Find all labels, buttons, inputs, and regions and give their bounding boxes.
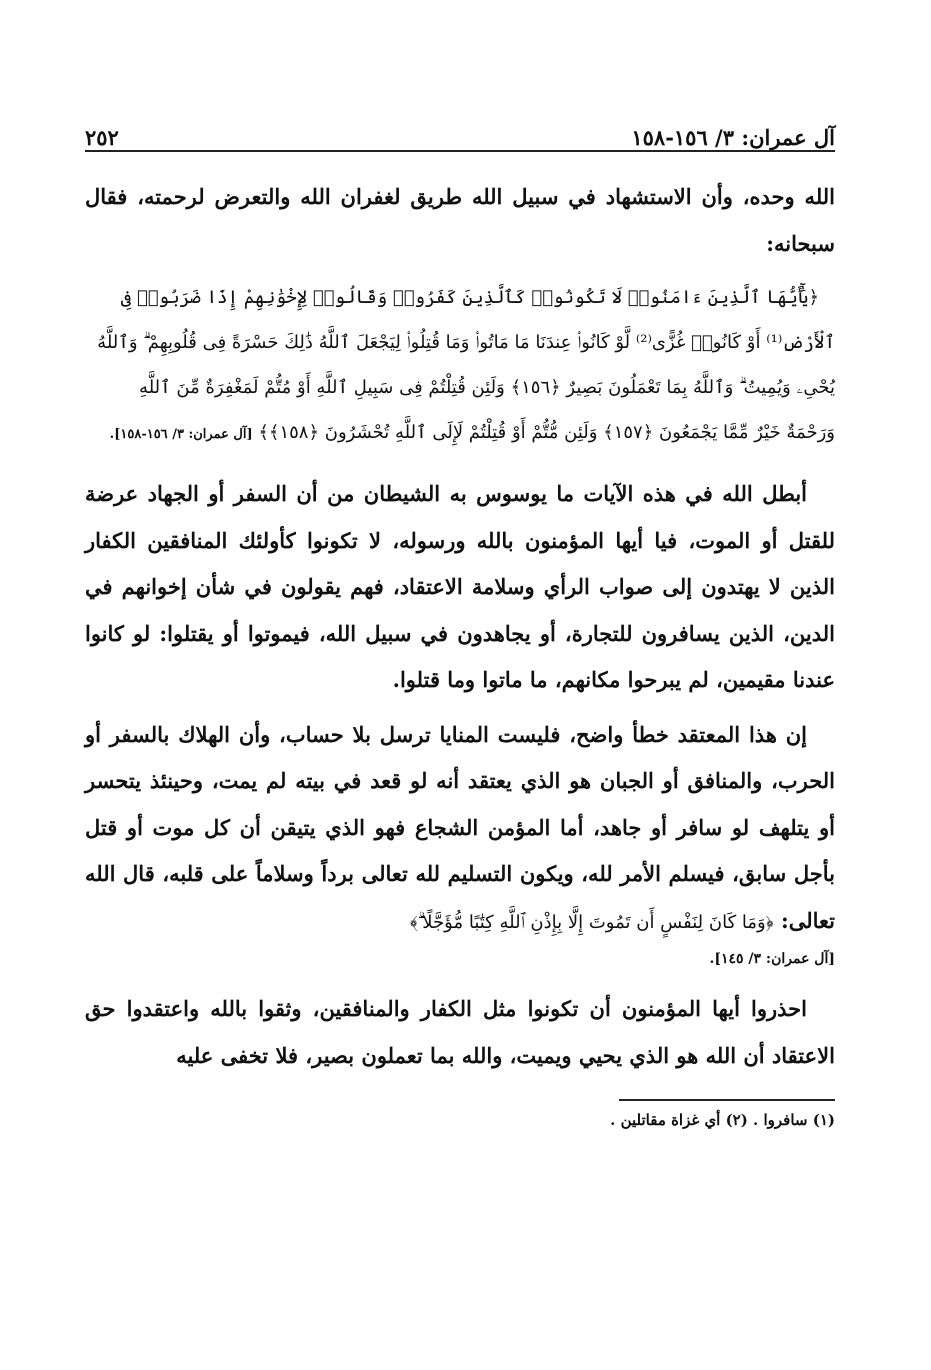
- paragraph-3: احذروا أيها المؤمنون أن تكونوا مثل الكفار والمنافقين، وثقوا بالله واعتقدوا حق الاعتقاد أن الله هو الذي يحيي ويميت، والله بما تعملون بصير، فلا تخفى عليه: [85, 996, 835, 1068]
- page-number: ٢٥٢: [85, 125, 119, 150]
- quran-verse-block: [85, 275, 835, 457]
- paragraph-1: أبطل الله في هذه الآيات ما يوسوس به الشيطان من أن السفر أو الجهاد عرضة للقتل أو الموت، فيا أيها المؤمنون بالله ورسوله، لا تكونوا كأولئك المنافقين الكفار الذين لا يهتدون إلى صواب الرأي وسلامة الاعتقاد، فهم يقولون في شأن إخوانهم في الدين، الذين يسافرون للتجارة، أو يجاهدون في سبيل الله، فيموتوا أو يقتلوا: لو كانوا عندنا مقيمين، لم يبرحوا مكانهم، ما ماتوا وما قتلوا.: [85, 481, 835, 692]
- intro-paragraph: الله وحده، وأن الاستشهاد في سبيل الله طريق لغفران الله والتعرض لرحمته، فقال سبحانه:: [85, 184, 835, 256]
- footnote: (١) سافروا . (٢) أي غزاة مقاتلين .: [610, 1111, 835, 1129]
- inline-quran-quote: ﴿وَمَا كَانَ لِنَفْسٍ أَن تَمُوتَ إِلَّا بِإِذْنِ ٱللَّهِ كِتَٰبًا مُّؤَجَّلًا ۗ﴾: [409, 911, 774, 933]
- verse-reference: [آل عمران: ٣/ ١٥٦-١٥٨].: [109, 427, 253, 442]
- paragraph-2: [85, 712, 835, 947]
- surah-reference: آل عمران: ٣/ ١٥٦-١٥٨: [631, 125, 835, 150]
- inline-quote-reference: [آل عمران: ٣/ ١٤٥].: [709, 951, 835, 967]
- paragraph-2-text: إن هذا المعتقد خطأ واضح، فليست المنايا ترسل بلا حساب، وأن الهلاك بالسفر أو الحرب، والمنافق أو الجبان هو الذي يعتقد أنه لو قعد في بيته لم يمت، وحينئذ يتحسر أو يتلهف لو سافر أو جاهد، أما المؤمن الشجاع فهو الذي يتيقن أن كل موت أو قتل بأجل سابق، فيسلم الأمر لله، ويكون التسليم لله تعالى برداً وسلاماً على قلبه، قال الله تعالى:: [85, 721, 835, 933]
- page-header: [85, 108, 835, 152]
- book-page: [85, 108, 835, 1129]
- footnote-separator: [619, 1099, 835, 1101]
- quran-verses: ﴿يَٰٓأَيُّهَا ٱلَّذِينَ ءَامَنُوا۟ لَا تَكُونُوا۟ كَٱلَّذِينَ كَفَرُوا۟ وَقَالُوا۟ لِإِخْوَٰنِهِمْ إِذَا ضَرَبُوا۟ فِى ٱلْأَرْضِ⁽¹⁾ أَوْ كَانُوا۟ غُزًّى⁽²⁾ لَّوْ كَانُوا۟ عِندَنَا مَا مَاتُوا۟ وَمَا قُتِلُوا۟ لِيَجْعَلَ ٱللَّهُ ذَٰلِكَ حَسْرَةً فِى قُلُوبِهِمْ ۗ وَٱللَّهُ يُحْىِۦ وَيُمِيتُ ۗ وَٱللَّهُ بِمَا تَعْمَلُونَ بَصِيرٌ ﴿١٥٦﴾ وَلَئِن قُتِلْتُمْ فِى سَبِيلِ ٱللَّهِ أَوْ مُتُّمْ لَمَغْفِرَةٌ مِّنَ ٱللَّهِ وَرَحْمَةٌ خَيْرٌ مِّمَّا يَجْمَعُونَ ﴿١٥٧﴾ وَلَئِن مُّتُّمْ أَوْ قُتِلْتُمْ لَإِلَى ٱللَّهِ تُحْشَرُونَ ﴿١٥٨﴾﴾: [97, 287, 835, 443]
